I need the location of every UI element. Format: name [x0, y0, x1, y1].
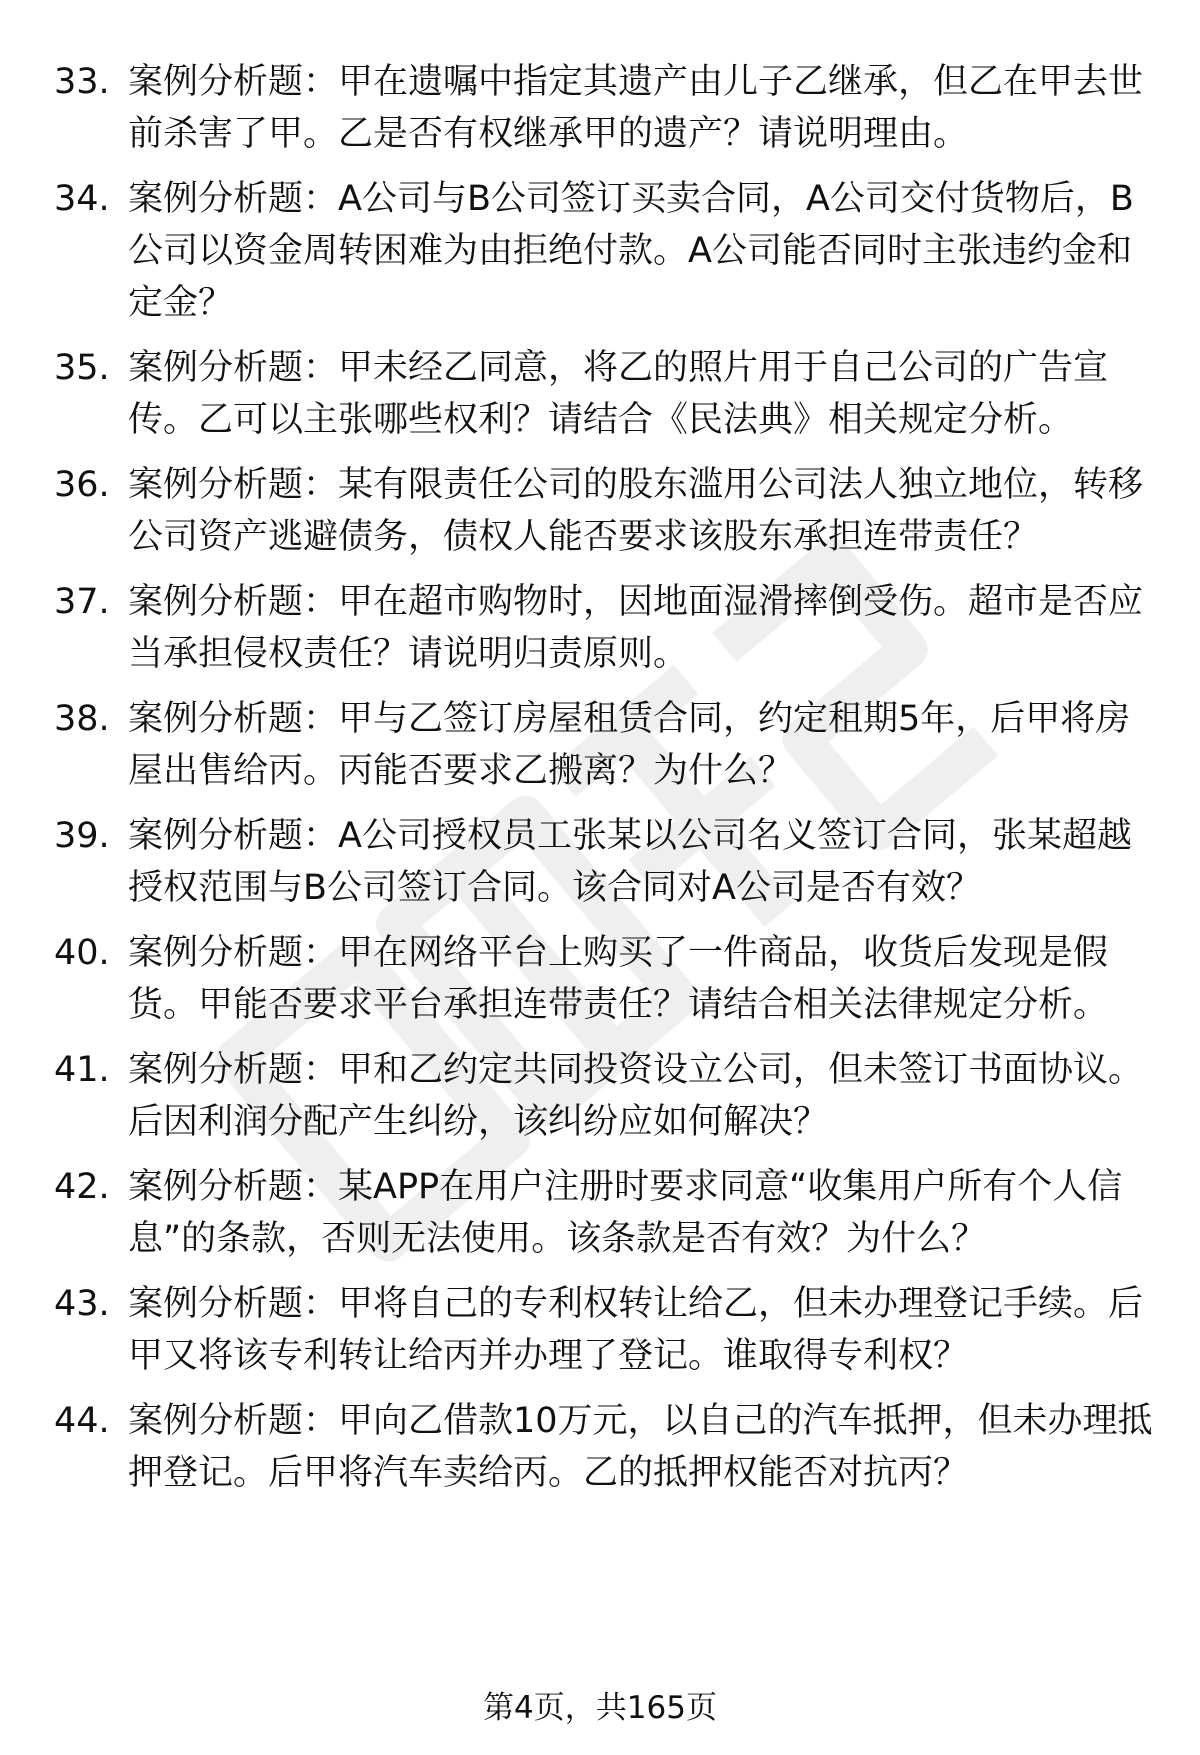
question-text: 案例分析题：甲在网络平台上购买了一件商品，收货后发现是假货。甲能否要求平台承担连带责任？请结合相关法律规定分析。: [128, 933, 1109, 1025]
page-footer: 第4页，共165页: [483, 1690, 717, 1726]
question-text: 案例分析题：甲向乙借款10万元，以自己的汽车抵押，但未办理抵押登记。后甲将汽车卖给丙。乙的抵押权能否对抗丙？: [128, 1401, 1153, 1493]
question-number: 33.: [54, 62, 110, 102]
question-text: 案例分析题：A公司与B公司签订买卖合同，A公司交付货物后，B公司以资金周转困难为由拒绝付款。A公司能否同时主张违约金和定金？: [128, 179, 1134, 323]
question-number: 36.: [54, 465, 110, 505]
question-item: [0, 927, 1200, 1044]
question-item: [0, 693, 1200, 810]
question-text: 案例分析题：A公司授权员工张某以公司名义签订合同，张某超越授权范围与B公司签订合同。该合同对A公司是否有效？: [128, 816, 1132, 908]
question-text: 案例分析题：某有限责任公司的股东滥用公司法人独立地位，转移公司资产逃避债务，债权人能否要求该股东承担连带责任？: [128, 465, 1144, 557]
question-text: 案例分析题：甲在超市购物时，因地面湿滑摔倒受伤。超市是否应当承担侵权责任？请说明归责原则。: [128, 582, 1144, 674]
question-item: [0, 342, 1200, 459]
question-item: [0, 1161, 1200, 1278]
question-number: 41.: [54, 1050, 110, 1090]
question-list: [0, 56, 1200, 1505]
question-item: [0, 576, 1200, 693]
question-item: [0, 173, 1200, 342]
question-text: 案例分析题：某APP在用户注册时要求同意“收集用户所有个人信息”的条款，否则无法使用。该条款是否有效？为什么？: [128, 1167, 1123, 1259]
question-item: [0, 56, 1200, 173]
question-number: 44.: [54, 1401, 110, 1441]
question-number: 34.: [54, 179, 110, 219]
question-number: 38.: [54, 699, 110, 739]
question-text: 案例分析题：甲未经乙同意，将乙的照片用于自己公司的广告宣传。乙可以主张哪些权利？请结合《民法典》相关规定分析。: [128, 348, 1109, 440]
question-item: [0, 1044, 1200, 1161]
question-text: 案例分析题：甲将自己的专利权转让给乙，但未办理登记手续。后甲又将该专利转让给丙并办理了登记。谁取得专利权？: [128, 1284, 1144, 1376]
question-number: 35.: [54, 348, 110, 388]
question-text: 案例分析题：甲与乙签订房屋租赁合同，约定租期5年，后甲将房屋出售给丙。丙能否要求乙搬离？为什么？: [128, 699, 1131, 791]
question-number: 40.: [54, 933, 110, 973]
question-text: 案例分析题：甲和乙约定共同投资设立公司，但未签订书面协议。后因利润分配产生纠纷，该纠纷应如何解决？: [128, 1050, 1144, 1142]
question-number: 39.: [54, 816, 110, 856]
question-number: 43.: [54, 1284, 110, 1324]
question-item: [0, 459, 1200, 576]
question-item: [0, 1395, 1200, 1505]
question-number: 37.: [54, 582, 110, 622]
question-item: [0, 1278, 1200, 1395]
question-number: 42.: [54, 1167, 110, 1207]
question-text: 案例分析题：甲在遗嘱中指定其遗产由儿子乙继承，但乙在甲去世前杀害了甲。乙是否有权继承甲的遗产？请说明理由。: [128, 62, 1144, 154]
question-item: [0, 810, 1200, 927]
